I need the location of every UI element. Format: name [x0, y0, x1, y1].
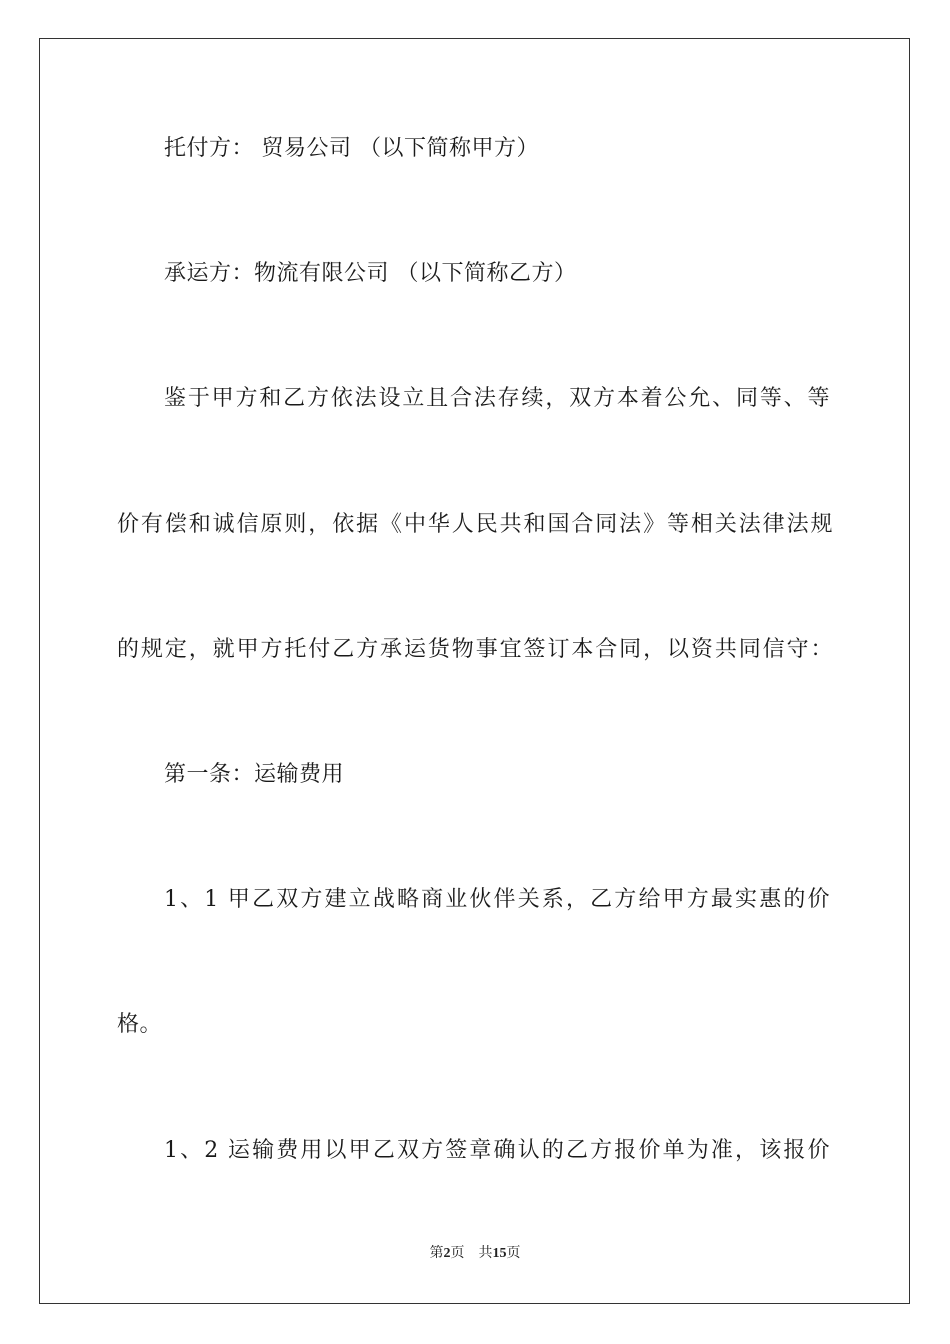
clause-1-2-line-1: 1、2 运输费用以甲乙双方签章确认的乙方报价单为准，该报价	[164, 1138, 830, 1163]
page-border	[39, 38, 910, 1304]
footer-total-prefix: 共	[478, 1246, 493, 1261]
paragraph-preamble-line-2: 价有偿和诚信原则，依据《中华人民共和国合同法》等相关法律法规	[117, 512, 833, 537]
paragraph-preamble-line-3: 的规定，就甲方托付乙方承运货物事宜签订本合同，以资共同信守：	[117, 637, 833, 662]
page-footer	[0, 1245, 950, 1263]
footer-page-total: 15	[492, 1246, 507, 1261]
paragraph-consignor: 托付方： 贸易公司 （以下简称甲方）	[164, 136, 539, 161]
article-one-heading: 第一条：运输费用	[164, 762, 345, 787]
footer-page-current: 2	[443, 1246, 451, 1261]
footer-page-suffix: 页	[450, 1246, 465, 1261]
footer-page-prefix: 第	[429, 1246, 444, 1261]
paragraph-carrier: 承运方：物流有限公司 （以下简称乙方）	[164, 261, 577, 286]
clause-1-1-line-2: 格。	[117, 1012, 163, 1037]
paragraph-preamble-line-1: 鉴于甲方和乙方依法设立且合法存续，双方本着公允、同等、等	[164, 386, 830, 411]
footer-total-suffix: 页	[506, 1246, 521, 1261]
clause-1-1-line-1: 1、1 甲乙双方建立战略商业伙伴关系，乙方给甲方最实惠的价	[164, 887, 830, 912]
